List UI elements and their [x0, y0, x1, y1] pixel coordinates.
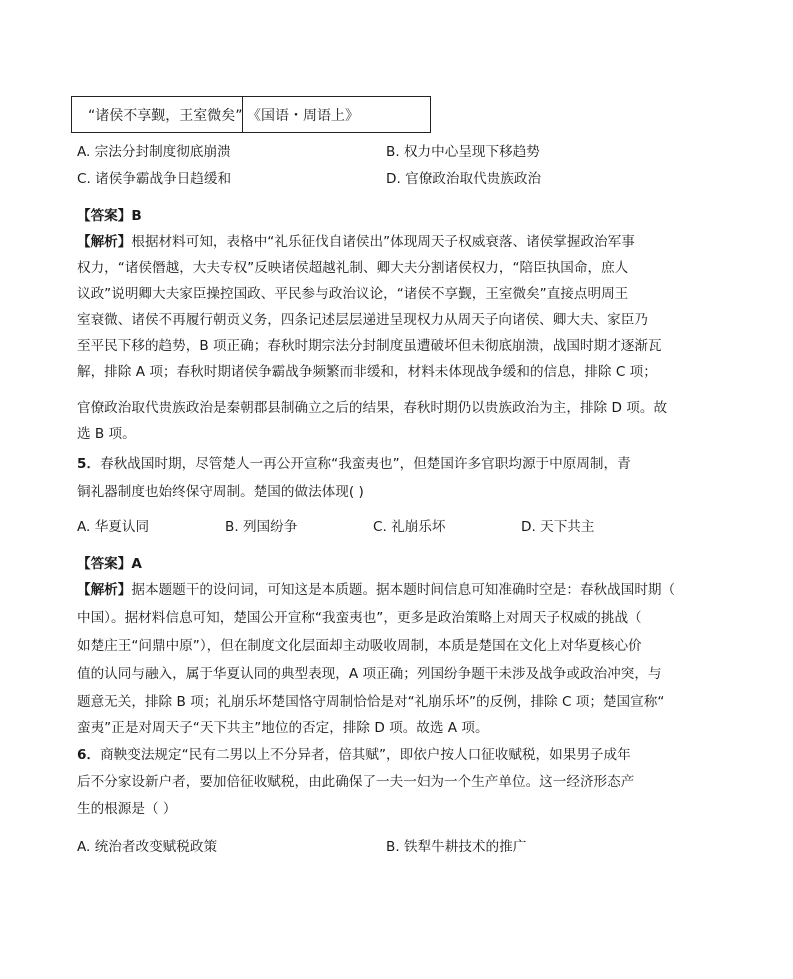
q5-analysis-line-2: 中国）。据材料信息可知，楚国公开宣称“我蛮夷也”，更多是政治策略上对周天子权威的挑战（ [77, 610, 642, 626]
question-number: 5． [77, 456, 101, 472]
q5-answer [77, 554, 142, 574]
answer-value: B [131, 208, 142, 224]
question-text: 春秋战国时期，尽管楚人一再公开宣称“我蛮夷也”，但楚国许多官职均源于中原周制，青 [100, 456, 631, 472]
q4-option-a: A. 宗法分封制度彻底崩溃 [77, 144, 231, 160]
source-cell: 《国语・周语上》 [247, 107, 359, 124]
q6-option-b: B. 铁犁牛耕技术的推广 [386, 839, 527, 855]
question-number: 6． [77, 747, 101, 763]
q4-analysis-line-4: 室衰微、诸侯不再履行朝贡义务，四条记述层层递进呈现权力从周天子向诸侯、卿大夫、家臣乃 [77, 312, 648, 328]
analysis-tag: 【解析】 [77, 234, 132, 250]
q6-stem-line-2: 后不分家设新户者，要加倍征收赋税，由此确保了一夫一妇为一个生产单位。这一经济形态产 [77, 774, 635, 790]
q5-analysis-line-6: 蛮夷”正是对周天子“天下共主”地位的否定，排除 D 项。故选 A 项。 [77, 720, 489, 736]
q5-analysis-line-5: 题意无关，排除 B 项；礼崩乐坏楚国恪守周制恰恰是对“礼崩乐坏”的反例，排除 C 项；楚国宣称“ [77, 694, 665, 710]
answer-tag: 【答案】 [77, 208, 132, 224]
answer-tag: 【答案】 [77, 556, 132, 572]
q4-analysis-line-2: 权力，“诸侯僭越，大夫专权”反映诸侯超越礼制、卿大夫分割诸侯权力，“陪臣执国命，庶人 [77, 260, 629, 276]
q5-option-b: B. 列国纷争 [225, 519, 298, 535]
q5-stem-line-2: 铜礼器制度也始终保守周制。楚国的做法体现( ) [77, 484, 364, 500]
q5-analysis-line-4: 值的认同与融入，属于华夏认同的典型表现，A 项正确；列国纷争题干未涉及战争或政治冲突，与 [77, 666, 662, 682]
analysis-tag: 【解析】 [77, 582, 132, 598]
q4-option-d: D. 官僚政治取代贵族政治 [386, 171, 542, 187]
analysis-text: 根据材料可知，表格中“礼乐征伐自诸侯出”体现周天子权威衰落、诸侯掌握政治军事 [131, 234, 635, 250]
analysis-text: 据本题题干的设问词，可知这是本质题。据本题时间信息可知准确时空是：春秋战国时期（ [131, 582, 676, 598]
q5-option-d: D. 天下共主 [521, 519, 595, 535]
q4-analysis-line-8: 选 B 项。 [77, 426, 136, 442]
q4-analysis-line-1 [77, 232, 635, 252]
answer-value: A [131, 556, 142, 572]
q5-option-a: A. 华夏认同 [77, 519, 150, 535]
quote-cell: “诸侯不享觐，王室微矣” [72, 97, 243, 132]
q4-option-c: C. 诸侯争霸战争日趋缓和 [77, 171, 232, 187]
q4-option-b: B. 权力中心呈现下移趋势 [386, 144, 540, 160]
quote-table [71, 96, 431, 133]
q5-option-c: C. 礼崩乐坏 [373, 519, 446, 535]
q4-analysis-line-7: 官僚政治取代贵族政治是秦朝郡县制确立之后的结果，春秋时期仍以贵族政治为主，排除 D 项。故 [77, 400, 668, 416]
q5-stem-line-1 [77, 454, 631, 474]
q4-analysis-line-5: 至平民下移的趋势，B 项正确；春秋时期宗法分封制度虽遭破坏但未彻底崩溃，战国时期才逐渐瓦 [77, 338, 662, 354]
q5-analysis-line-3: 如楚庄王“问鼎中原”），但在制度文化层面却主动吸收周制，本质是楚国在文化上对华夏核心价 [77, 638, 642, 654]
question-text: 商鞅变法规定“民有二男以上不分异者，倍其赋”，即依户按人口征收赋税，如果男子成年 [100, 747, 631, 763]
q6-stem-line-1 [77, 745, 631, 765]
q4-analysis-line-3: 议政”说明卿大夫家臣操控国政、平民参与政治议论，“诸侯不享觐，王室微矣”直接点明周王 [77, 286, 629, 302]
q5-analysis-line-1 [77, 580, 675, 600]
q6-stem-line-3: 生的根源是（ ） [77, 801, 177, 817]
q4-analysis-line-6: 解，排除 A 项；春秋时期诸侯争霸战争频繁而非缓和，材料未体现战争缓和的信息，排除 C 项； [77, 364, 657, 380]
q6-option-a: A. 统治者改变赋税政策 [77, 839, 218, 855]
q4-answer [77, 206, 142, 226]
